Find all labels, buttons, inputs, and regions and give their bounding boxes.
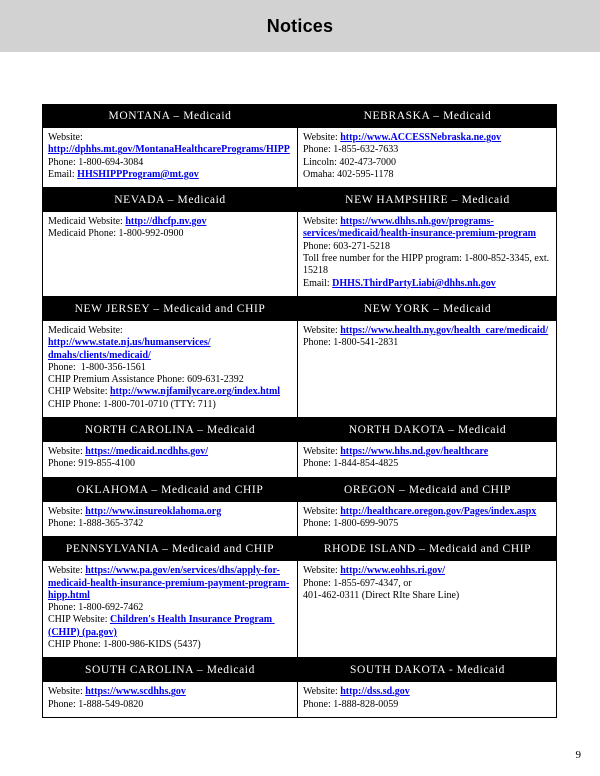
state-section-header: NEW YORK – Medicaid: [298, 297, 557, 320]
hyperlink[interactable]: http://dss.sd.gov: [340, 686, 410, 698]
hyperlink[interactable]: Children's Health Insurance Program (CHIP) (pa.gov): [48, 614, 275, 638]
info-line: [303, 216, 551, 241]
info-line: [48, 518, 292, 530]
info-line: [48, 144, 292, 156]
info-line: [303, 590, 551, 602]
info-line: [303, 253, 551, 278]
info-line: [303, 699, 551, 711]
info-text: Phone: 1-888-549-0820: [48, 698, 144, 710]
page-number: 9: [575, 749, 581, 761]
info-text: Website:: [48, 505, 86, 517]
state-info-cell: [298, 127, 557, 188]
info-line: [303, 278, 551, 290]
state-info-cell: [298, 501, 557, 538]
info-text: CHIP Website:: [48, 386, 110, 398]
info-line: [303, 518, 551, 530]
info-line: [303, 446, 551, 458]
info-line: [48, 350, 292, 362]
info-line: [303, 565, 551, 577]
info-text: Website:: [303, 686, 341, 698]
info-text: Phone: 1-800-356-1561: [48, 361, 146, 373]
hyperlink[interactable]: https://www.hhs.nd.gov/healthcare: [340, 446, 489, 458]
notices-banner: [0, 0, 600, 52]
state-info-cell: [42, 560, 298, 658]
info-text: 401-462-0311 (Direct RIte Share Line): [303, 589, 460, 601]
state-section-header: NORTH CAROLINA – Medicaid: [42, 418, 298, 441]
info-line: [48, 228, 292, 240]
info-line: [48, 614, 292, 639]
info-line: [48, 169, 292, 181]
state-info-cell: [298, 320, 557, 418]
info-line: [303, 144, 551, 156]
info-line: [48, 399, 292, 411]
state-section-header: SOUTH CAROLINA – Medicaid: [42, 658, 298, 681]
state-section-header: OREGON – Medicaid and CHIP: [298, 478, 557, 501]
info-line: [303, 157, 551, 169]
info-text: Phone: 1-844-854-4825: [303, 458, 399, 470]
info-text: Phone: 919-855-4100: [48, 458, 135, 470]
state-section-header: NEW JERSEY – Medicaid and CHIP: [42, 297, 298, 320]
info-text: CHIP Phone: 1-800-701-0710 (TTY: 711): [48, 398, 216, 410]
hyperlink[interactable]: https://www.pa.gov/en/services/dhs/apply-for-medicaid-health-insurance-premium-payment-program-hipp.html: [48, 565, 290, 601]
info-text: Phone: 603-271-5218: [303, 240, 390, 252]
info-text: CHIP Website:: [48, 614, 110, 626]
info-line: [303, 458, 551, 470]
state-section-header: NEBRASKA – Medicaid: [298, 104, 557, 127]
info-text: Omaha: 402-595-1178: [303, 168, 394, 180]
state-info-cell: [42, 211, 298, 297]
info-line: [48, 325, 292, 337]
hyperlink[interactable]: HHSHIPPProgram@mt.gov: [77, 168, 199, 180]
info-line: [48, 216, 292, 228]
info-text: Phone: 1-800-692-7462: [48, 602, 144, 614]
info-line: [303, 132, 551, 144]
state-section-header: RHODE ISLAND – Medicaid and CHIP: [298, 537, 557, 560]
info-line: [48, 446, 292, 458]
info-line: [48, 132, 292, 144]
hyperlink[interactable]: http://healthcare.oregon.gov/Pages/index.aspx: [340, 505, 537, 517]
state-info-cell: [42, 441, 298, 478]
info-text: Website:: [303, 216, 341, 228]
state-info-cell: [298, 441, 557, 478]
hyperlink[interactable]: http://dhcfp.nv.gov: [125, 216, 207, 228]
info-line: [48, 337, 292, 349]
state-section-header: NEVADA – Medicaid: [42, 188, 298, 211]
info-text: Phone: 1-888-365-3742: [48, 517, 144, 529]
info-line: [48, 362, 292, 374]
info-text: Website:: [303, 565, 341, 577]
info-line: [303, 506, 551, 518]
state-info-cell: [42, 501, 298, 538]
info-line: [48, 386, 292, 398]
page-title: Notices: [266, 15, 334, 36]
info-text: Website:: [48, 686, 86, 698]
state-section-header: NEW HAMPSHIRE – Medicaid: [298, 188, 557, 211]
info-text: Phone: 1-800-694-3084: [48, 156, 144, 168]
info-text: Website:: [303, 446, 341, 458]
state-info-cell: [298, 560, 557, 658]
info-text: Email:: [48, 168, 78, 180]
hyperlink[interactable]: https://www.health.ny.gov/health_care/medicaid/: [340, 324, 549, 336]
state-info-cell: [42, 127, 298, 188]
state-section-header: OKLAHOMA – Medicaid and CHIP: [42, 478, 298, 501]
info-text: Toll free number for the HIPP program: 1-800-852-3345, ext. 15218: [303, 253, 552, 277]
hyperlink[interactable]: http://www.state.nj.us/humanservices/: [48, 337, 211, 349]
info-text: Medicaid Phone: 1-800-992-0900: [48, 228, 184, 240]
info-text: Medicaid Website:: [48, 324, 123, 336]
hyperlink[interactable]: DHHS.ThirdPartyLiabi@dhhs.nh.gov: [332, 277, 496, 289]
hyperlink[interactable]: http://www.ACCESSNebraska.ne.gov: [340, 132, 502, 143]
state-info-cell: [42, 320, 298, 418]
hyperlink[interactable]: http://dphhs.mt.gov/MontanaHealthcarePrograms/HIPP: [48, 144, 290, 156]
info-line: [48, 686, 292, 698]
info-text: Phone: 1-855-697-4347, or: [303, 577, 412, 589]
state-section-header: MONTANA – Medicaid: [42, 104, 298, 127]
state-info-cell: [298, 681, 557, 718]
info-line: [303, 686, 551, 698]
info-text: Medicaid Website:: [48, 216, 126, 228]
info-text: Website:: [48, 446, 86, 458]
info-text: Phone: 1-800-541-2831: [303, 337, 399, 349]
info-line: [48, 374, 292, 386]
info-line: [48, 639, 292, 651]
info-line: [48, 565, 292, 602]
info-line: [48, 602, 292, 614]
info-line: [303, 169, 551, 181]
info-text: Phone: 1-800-699-9075: [303, 517, 399, 529]
info-text: Website:: [303, 324, 341, 336]
hyperlink[interactable]: http://www.insureoklahoma.org: [85, 505, 222, 517]
info-line: [303, 337, 551, 349]
info-text: Website:: [48, 132, 83, 143]
info-text: Website:: [303, 132, 341, 143]
state-info-cell: [42, 681, 298, 718]
hyperlink[interactable]: dmahs/clients/medicaid/: [48, 349, 151, 361]
info-text: CHIP Premium Assistance Phone: 609-631-2392: [48, 374, 244, 386]
hyperlink[interactable]: https://www.scdhhs.gov: [85, 686, 186, 698]
state-info-cell: [298, 211, 557, 297]
info-line: [48, 458, 292, 470]
state-section-header: NORTH DAKOTA – Medicaid: [298, 418, 557, 441]
info-line: [303, 241, 551, 253]
info-text: Phone: 1-855-632-7633: [303, 144, 399, 156]
info-text: Phone: 1-888-828-0059: [303, 698, 399, 710]
state-section-header: PENNSYLVANIA – Medicaid and CHIP: [42, 537, 298, 560]
hyperlink[interactable]: https://medicaid.ncdhhs.gov/: [85, 446, 209, 458]
notices-table: [42, 104, 557, 718]
hyperlink[interactable]: http://www.eohhs.ri.gov/: [340, 565, 445, 577]
info-text: Website:: [303, 505, 341, 517]
state-section-header: SOUTH DAKOTA - Medicaid: [298, 658, 557, 681]
info-line: [303, 325, 551, 337]
info-text: Lincoln: 402-473-7000: [303, 156, 397, 168]
hyperlink[interactable]: https://www.dhhs.nh.gov/programs-services/medicaid/health-insurance-premium-program: [303, 216, 536, 240]
hyperlink[interactable]: http://www.njfamilycare.org/index.html: [109, 386, 281, 398]
info-line: [48, 506, 292, 518]
info-text: CHIP Phone: 1-800-986-KIDS (5437): [48, 639, 201, 651]
info-line: [303, 578, 551, 590]
info-text: Email:: [303, 277, 333, 289]
info-line: [48, 157, 292, 169]
info-line: [48, 699, 292, 711]
info-text: Website:: [48, 565, 86, 577]
